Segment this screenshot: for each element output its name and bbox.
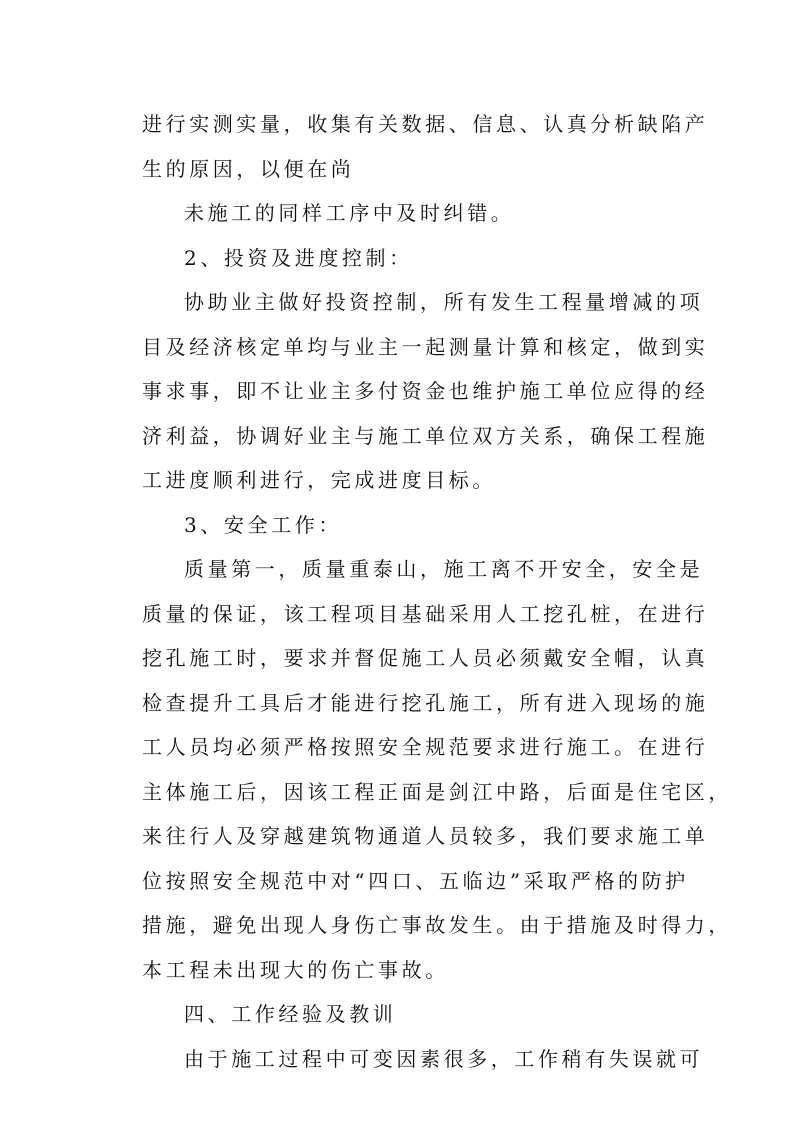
- text-line: 由于施工过程中可变因素很多，工作稍有失误就可: [184, 1046, 704, 1071]
- text-line: 挖孔施工时，要求并督促施工人员必须戴安全帽，认真: [142, 646, 709, 670]
- text-line: 位按照安全规范中对“四口、五临边”采取严格的防护: [142, 868, 689, 893]
- text-line: 措施，避免出现人身伤亡事故发生。由于措施及时得力，: [142, 913, 732, 937]
- text-line: 济利益，协调好业主与施工单位双方关系，确保工程施: [142, 423, 709, 448]
- text-line: 事求事，即不让业主多付资金也维护施工单位应得的经: [142, 379, 709, 403]
- text-line: 协助业主做好投资控制，所有发生工程量增减的项: [184, 290, 704, 314]
- text-line: 本工程未出现大的伤亡事故。: [142, 957, 449, 982]
- document-body: [142, 102, 732, 1081]
- text-line: 工人员均必须严格按照安全规范要求进行施工。在进行: [142, 735, 709, 759]
- text-line: 未施工的同样工序中及时纠错。: [184, 201, 515, 225]
- text-line: 质量第一，质量重泰山，施工离不开安全，安全是: [184, 557, 704, 581]
- text-line: 生的原因，以便在尚: [142, 156, 355, 181]
- text-line: 工进度顺利进行，完成进度目标。: [142, 468, 496, 492]
- text-line: 检查提升工具后才能进行挖孔施工，所有进入现场的施: [142, 690, 709, 715]
- section-heading: 2、投资及进度控制：: [184, 245, 413, 270]
- text-line: 主体施工后，因该工程正面是剑江中路，后面是住宅区，: [142, 779, 732, 804]
- text-line: 来往行人及穿越建筑物通道人员较多，我们要求施工单: [142, 824, 709, 848]
- text-line: 目及经济核定单均与业主一起测量计算和核定，做到实: [142, 334, 709, 359]
- section-heading: 四、工作经验及教训: [184, 1002, 397, 1026]
- section-heading: 3、安全工作：: [184, 512, 342, 537]
- text-line: 进行实测实量，收集有关数据、信息、认真分析缺陷产: [142, 112, 709, 136]
- text-line: 质量的保证，该工程项目基础采用人工挖孔桩，在进行: [142, 601, 709, 626]
